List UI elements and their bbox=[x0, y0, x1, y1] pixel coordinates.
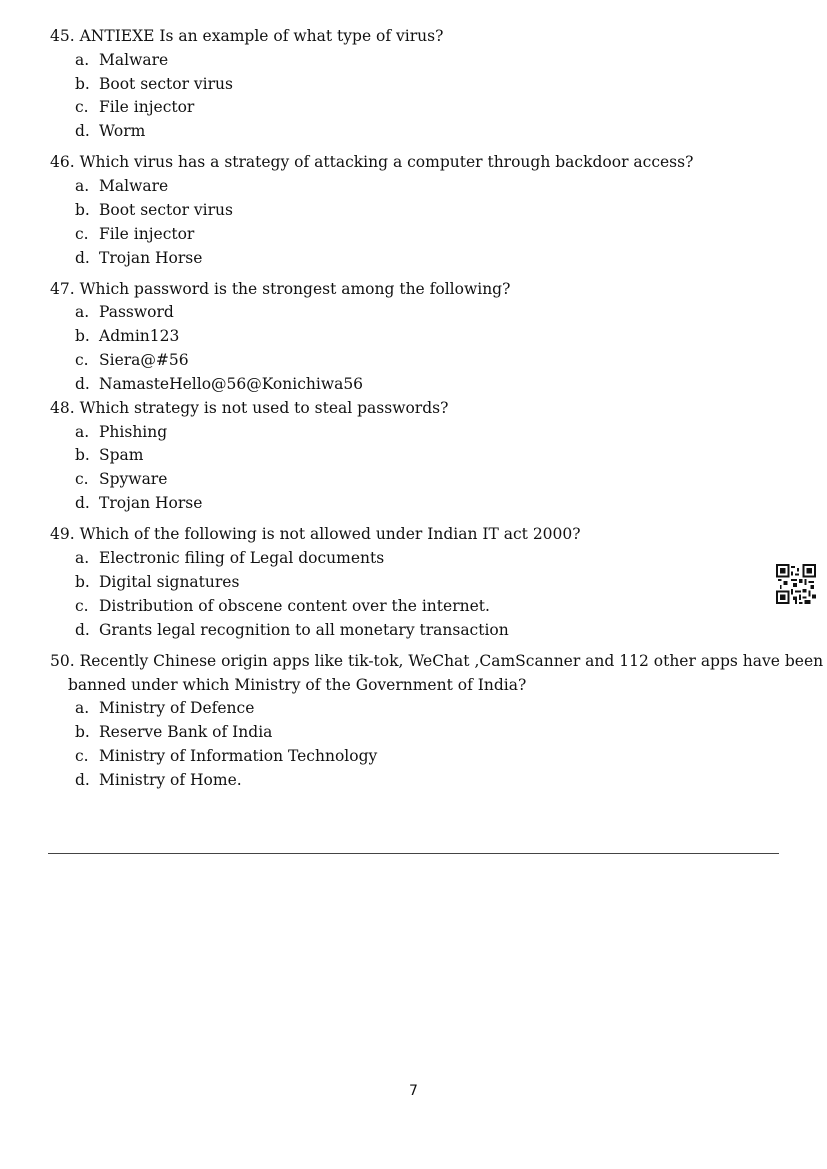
option-letter: a. bbox=[75, 51, 90, 69]
option-letter: c. bbox=[75, 225, 89, 243]
question-47 bbox=[50, 280, 510, 298]
option-letter: a. bbox=[75, 423, 90, 441]
option-letter: b. bbox=[75, 573, 90, 591]
option-text: Spyware bbox=[99, 470, 168, 488]
option-text: Ministry of Defence bbox=[99, 699, 255, 717]
option-letter: d. bbox=[75, 249, 90, 267]
question-number: 49. bbox=[50, 525, 75, 543]
question-48 bbox=[50, 399, 448, 417]
option-text: Siera@#56 bbox=[99, 351, 189, 369]
option-letter: c. bbox=[75, 351, 89, 369]
option-text: Grants legal recognition to all monetary transaction bbox=[99, 621, 509, 639]
option-text: NamasteHello@56@Konichiwa56 bbox=[99, 375, 364, 393]
option-letter: b. bbox=[75, 75, 90, 93]
option-text: Ministry of Home. bbox=[99, 771, 242, 789]
option-text: Phishing bbox=[99, 423, 168, 441]
option-letter: d. bbox=[75, 122, 90, 140]
option-text: File injector bbox=[99, 225, 195, 243]
option-text: Distribution of obscene content over the internet. bbox=[99, 597, 490, 615]
option-letter: b. bbox=[75, 446, 90, 464]
option-text: Admin123 bbox=[99, 327, 180, 345]
page-number: 7 bbox=[409, 1083, 418, 1099]
option-letter: c. bbox=[75, 98, 89, 116]
question-number: 50. bbox=[50, 652, 75, 670]
option-text: Reserve Bank of India bbox=[99, 723, 273, 741]
option-text: Ministry of Information Technology bbox=[99, 747, 378, 765]
question-text: Which password is the strongest among the following? bbox=[79, 280, 511, 298]
option-text: Password bbox=[99, 303, 174, 321]
option-text: Digital signatures bbox=[99, 573, 240, 591]
option-text: Trojan Horse bbox=[99, 249, 203, 267]
option-letter: a. bbox=[75, 177, 90, 195]
option-letter: d. bbox=[75, 375, 90, 393]
option-text: Boot sector virus bbox=[99, 201, 233, 219]
option-text: Malware bbox=[99, 177, 169, 195]
option-letter: c. bbox=[75, 470, 89, 488]
question-number: 45. bbox=[50, 27, 75, 45]
option-letter: c. bbox=[75, 597, 89, 615]
question-text-continued: banned under which Ministry of the Government of India? bbox=[68, 676, 527, 694]
option-letter: b. bbox=[75, 723, 90, 741]
question-46 bbox=[50, 153, 693, 171]
option-text: Trojan Horse bbox=[99, 494, 203, 512]
option-letter: c. bbox=[75, 747, 89, 765]
option-text: Electronic filing of Legal documents bbox=[99, 549, 385, 567]
qr-code-icon[interactable] bbox=[776, 564, 816, 604]
option-letter: a. bbox=[75, 699, 90, 717]
option-letter: d. bbox=[75, 621, 90, 639]
option-text: Spam bbox=[99, 446, 144, 464]
question-text: Which of the following is not allowed under Indian IT act 2000? bbox=[79, 525, 581, 543]
question-number: 46. bbox=[50, 153, 75, 171]
question-50 bbox=[50, 652, 823, 670]
question-49 bbox=[50, 525, 581, 543]
option-letter: d. bbox=[75, 771, 90, 789]
option-text: Malware bbox=[99, 51, 169, 69]
question-text: Which strategy is not used to steal passwords? bbox=[79, 399, 449, 417]
question-number: 48. bbox=[50, 399, 75, 417]
question-text: Which virus has a strategy of attacking a computer through backdoor access? bbox=[79, 153, 694, 171]
option-text: File injector bbox=[99, 98, 195, 116]
option-letter: b. bbox=[75, 327, 90, 345]
option-letter: d. bbox=[75, 494, 90, 512]
question-text: Recently Chinese origin apps like tik-tok, WeChat ,CamScanner and 112 other apps have been bbox=[79, 652, 824, 670]
option-letter: a. bbox=[75, 303, 90, 321]
question-45 bbox=[50, 27, 443, 45]
option-letter: b. bbox=[75, 201, 90, 219]
footer-divider bbox=[48, 853, 779, 854]
question-number: 47. bbox=[50, 280, 75, 298]
question-text: ANTIEXE Is an example of what type of virus? bbox=[79, 27, 444, 45]
option-text: Worm bbox=[99, 122, 146, 140]
option-letter: a. bbox=[75, 549, 90, 567]
option-text: Boot sector virus bbox=[99, 75, 233, 93]
